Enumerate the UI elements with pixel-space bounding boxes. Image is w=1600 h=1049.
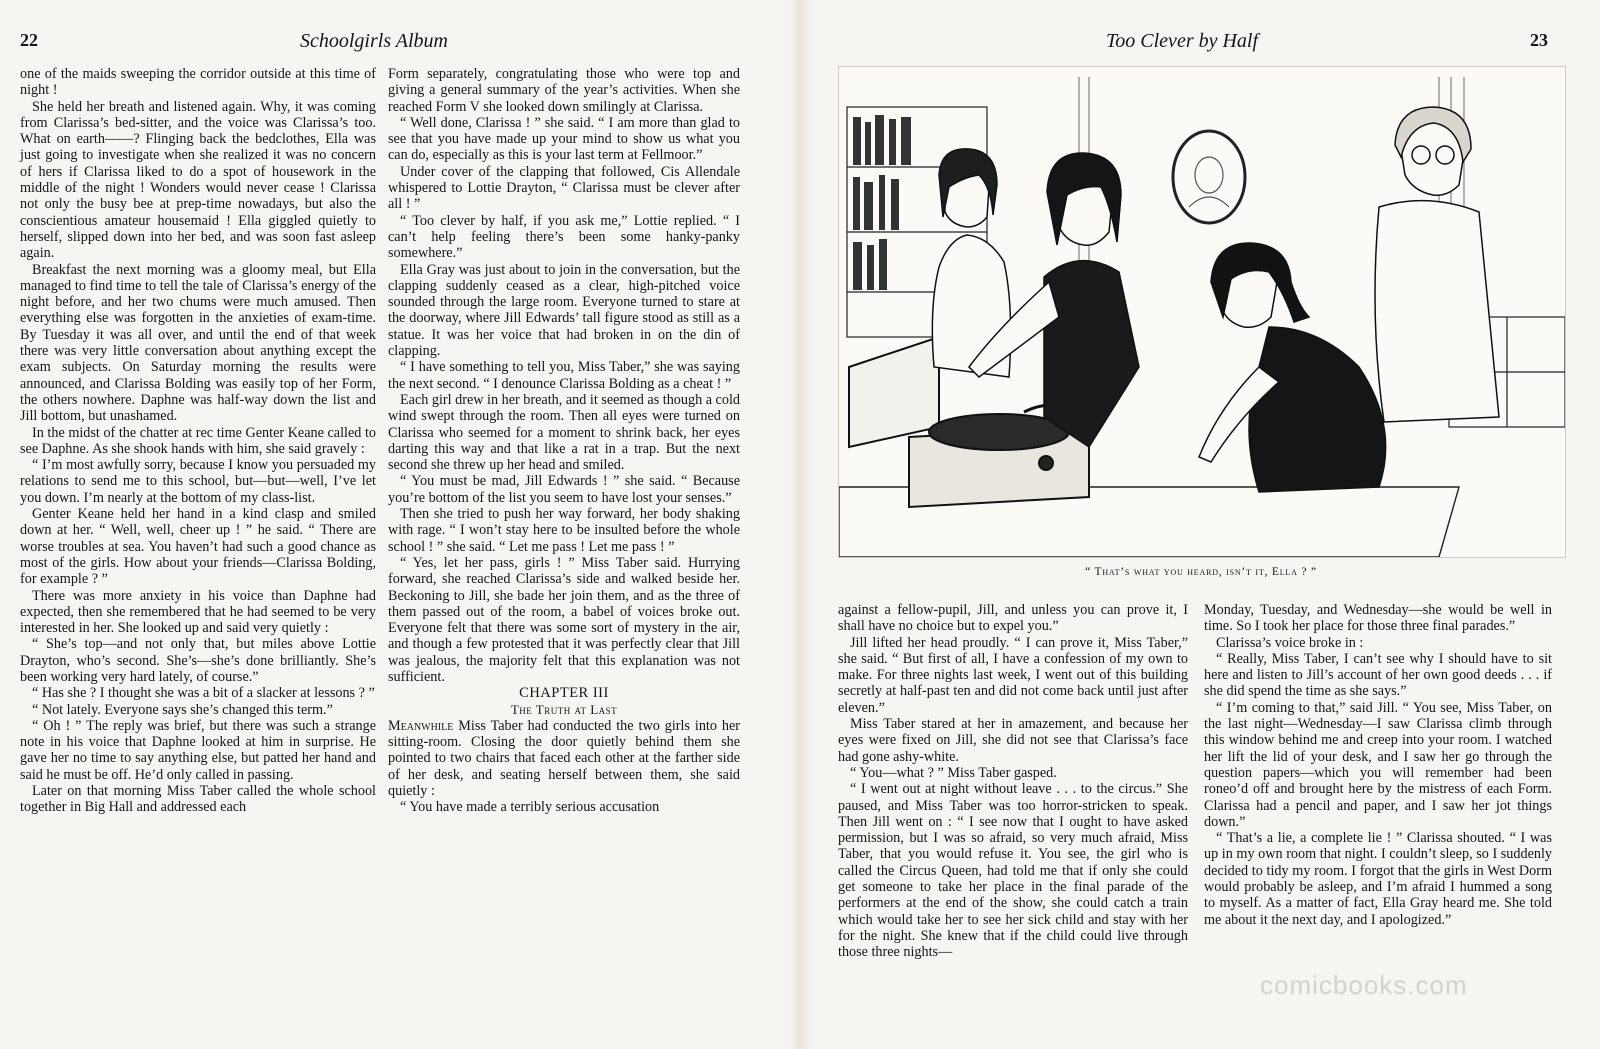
paragraph: “ I went out at night without leave . . . to the circus.” She paused, and Miss Taber was too horror-stricken to speak. Then Jill went on : “ I see now that I ought to have asked permission, but I was so afraid, so very much afraid, Miss Taber, that you would refuse it. You see, the girl who is called the Circus Queen, had told me that if only she could get someone to take her place in the final parade of the performers at the end of the show, she could catch a train which would take her to see her sick child and stay with her for the night. She knew that if the child could live through those three nights— (838, 781, 1188, 961)
paragraph: “ I’m most awfully sorry, because I know you persuaded my relations to send me to this school, but—but—well, I’ve let you down. I’m nearly at the bottom of my class-list. (20, 457, 376, 506)
paragraph: Genter Keane held her hand in a kind clasp and smiled down at her. “ Well, well, cheer up ! ” he said. “ There are worse troubles at sea. You haven’t had such a good chance as most of the girls. How about your friends—Clarissa Bolding, for example ? ” (20, 506, 376, 588)
right-running-title: Too Clever by Half (1106, 30, 1259, 52)
paragraph: “ Oh ! ” The reply was brief, but there was such a strange note in his voice that Daphne looked at him in surprise. He gave her no time to say anything else, but patted her hand and said he must be off. He’d only called in passing. (20, 717, 376, 783)
paragraph: “ You must be mad, Jill Edwards ! ” she said. “ Because you’re bottom of the list you seem to have lost your senses.” (388, 473, 740, 506)
paragraph: “ That’s a lie, a complete lie ! ” Clarissa shouted. “ I was up in my own room that night. I couldn’t sleep, so I suddenly decided to tidy my room. I forgot that the girls in West Dorm would probably be asleep, and I’m afraid I hummed a song to myself. As a matter of fact, Ella Gray heard me. She told me about it the next day, and I apologized.” (1204, 830, 1552, 928)
left-running-title: Schoolgirls Album (300, 30, 448, 52)
paragraph: Form separately, congratulating those who were top and giving a general summary of the year’s activities. When she reached Form V she looked down smilingly at Clarissa. (388, 66, 740, 115)
right-page-column-1 (838, 602, 1188, 961)
chapter-heading: CHAPTER III (519, 685, 609, 702)
paragraph: “ Really, Miss Taber, I can’t see why I should have to sit here and listen to Jill’s account of her own good deeds . . . if she did spend the time as she says.” (1204, 650, 1552, 700)
paragraph: “ Yes, let her pass, girls ! ” Miss Taber said. Hurrying forward, she reached Clarissa’s side and walked beside her. Beckoning to Jill, she bade her join them, and as the three of them passed out of the room, a babel of voices broke out. Everyone felt that there was some sort of mystery in the air, and though a few protested that it was perfectly clear that Jill was jealous, the majority felt that this explanation was not sufficient. (388, 554, 740, 685)
paragraph: “ I have something to tell you, Miss Taber,” she was saying the next second. “ I denounce Clarissa Bolding as a cheat ! ” (388, 359, 740, 392)
book-gutter (790, 0, 812, 1049)
lead-in-word: Meanwhile (388, 717, 454, 734)
paragraph: Later on that morning Miss Taber called the whole school together in Big Hall and addressed each (20, 783, 376, 816)
left-page-column-1 (20, 66, 376, 816)
paragraph: Jill lifted her head proudly. “ I can prove it, Miss Taber,” she said. “ But first of all, I have a confession of my own to make. For three nights last week, I went out of this building secretly at half-past ten and did not come back until just after eleven.” (838, 634, 1188, 716)
paragraph: “ You have made a terribly serious accusation (400, 799, 660, 816)
watermark: comicbooks.com (1260, 970, 1468, 1000)
paragraph: “ You—what ? ” Miss Taber gasped. (850, 764, 1057, 781)
paragraph: Breakfast the next morning was a gloomy meal, but Ella managed to find time to tell the tale of Clarissa’s energy of the night before, and her two chums were much amused. Then everything else was forgotten in the anxieties of exam-time. By Tuesday it was all over, and until the end of that week there was very little conversation about anything except the exam subjects. On Saturday morning the results were announced, and Clarissa Bolding was easily top of her Form, the others nowhere. Daphne was half-way down the list and Jill bottom, but unashamed. (20, 261, 376, 425)
paragraph: “ Has she ? I thought she was a bit of a slacker at lessons ? ” (32, 685, 375, 702)
paragraph: Clarissa’s voice broke in : (1216, 634, 1364, 651)
illustration (838, 66, 1566, 558)
paragraph: “ Well done, Clarissa ! ” she said. “ I am more than glad to see that you have made up your mind to show us what you can do, especially as this is your last term at Fellmoor.” (388, 114, 740, 164)
right-page-number: 23 (1530, 30, 1548, 50)
paragraph: against a fellow-pupil, Jill, and unless you can prove it, I shall have no choice but to expel you.” (838, 602, 1188, 635)
paragraph: Ella Gray was just about to join in the conversation, but the clapping suddenly ceased as a clear, high-pitched voice sounded through the large room. Everyone turned to stare at the doorway, where Jill Edwards’ tall figure stood as still as a statue. It was her voice that had broken in on the din of clapping. (388, 261, 740, 360)
paragraph: one of the maids sweeping the corridor outside at this time of night ! (20, 66, 376, 99)
paragraph: Monday, Tuesday, and Wednesday—she would be well in time. So I took her place for those three final parades.” (1204, 602, 1552, 635)
chapter-title: The Truth at Last (510, 701, 618, 717)
paragraph: “ I’m coming to that,” said Jill. “ You see, Miss Taber, on the last night—Wednesday—I saw Clarissa climb through this window behind me and creep into your room. I watched her lift the lid of your desk, and I saw her go through the question papers—which you will remember had been roneo’d off and brought here by the mistress of each Form. Clarissa had a pencil and paper, and I saw her jot things down.” (1204, 699, 1552, 830)
paragraph-text: Miss Taber had conducted the two girls into her sitting-room. Closing the door quietly behind them she pointed to two chairs that faced each other at the farther side of her desk, and seating herself between them, she said quietly : (388, 717, 740, 800)
paragraph (388, 718, 740, 799)
right-page-column-2 (1204, 602, 1552, 928)
paragraph: In the midst of the chatter at rec time Genter Keane called to see Daphne. As she shook hands with him, she said gravely : (20, 424, 376, 457)
paragraph: “ Too clever by half, if you ask me,” Lottie replied. “ I can’t help feeling there’s been some hanky-panky somewhere.” (388, 212, 740, 262)
paragraph: “ Not lately. Everyone says she’s changed this term.” (32, 701, 333, 718)
paragraph: “ She’s top—and not only that, but miles above Lottie Drayton, who’s second. She’s—she’s done brilliantly. She’s been working very hard lately, of course.” (20, 636, 376, 685)
illustration-drawing (839, 67, 1565, 557)
paragraph: There was more anxiety in his voice than Daphne had expected, then she remembered that he had seemed to be very interested in her. She looked up and said very quietly : (20, 587, 376, 637)
paragraph: Then she tried to push her way forward, her body shaking with rage. “ I won’t stay here to be insulted before the whole school ! ” she said. “ Let me pass ! Let me pass ! ” (388, 506, 740, 555)
left-page-column-2 (388, 66, 740, 816)
illustration-caption: “ That’s what you heard, isn’t it, Ella ? ” (1085, 566, 1317, 578)
paragraph: Under cover of the clapping that followed, Cis Allendale whispered to Lottie Drayton, “ Clarissa must be clever after all ! ” (388, 163, 740, 213)
paragraph: She held her breath and listened again. Why, it was coming from Clarissa’s bed-sitter, and the voice was Clarissa’s too. What on earth——? Flinging back the bedclothes, Ella was just going to investigate when she realized it was no concern of hers if Clarissa liked to do a spot of housework in the middle of the night ! Wonders would never cease ! Clarissa not only the busy bee at prep-time nowadays, but also the conscientious amateur housemaid ! Ella giggled quietly to herself, slipped down into her bed, and was soon fast asleep again. (20, 98, 376, 262)
left-page-number: 22 (20, 30, 38, 50)
paragraph: Miss Taber stared at her in amazement, and because her eyes were fixed on Jill, she did not see that Clarissa’s face had gone ashy-white. (838, 716, 1188, 765)
paragraph: Each girl drew in her breath, and it seemed as though a cold wind swept through the room. Then all eyes were turned on Clarissa who seemed for a moment to shrink back, her eyes darting this way and that like a rat in a trap. But the next second she threw up her head and smiled. (388, 391, 740, 474)
